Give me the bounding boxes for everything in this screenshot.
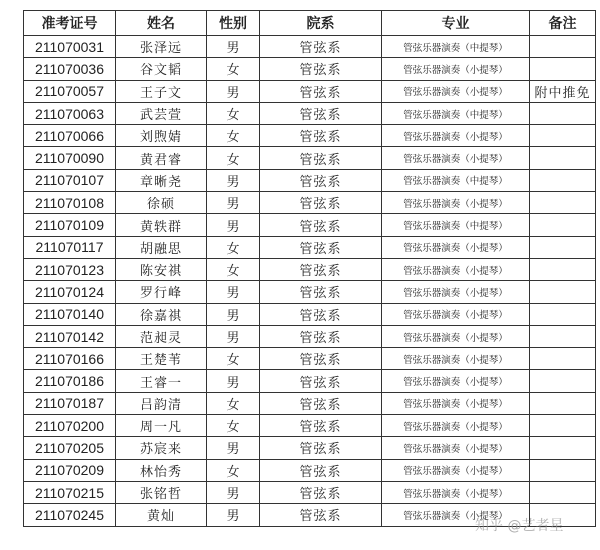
- cell-note: [530, 303, 596, 325]
- header-name: 姓名: [116, 11, 207, 36]
- cell-major: 管弦乐器演奏（小提琴）: [382, 58, 530, 80]
- cell-note: 附中推免: [530, 80, 596, 102]
- cell-major: 管弦乐器演奏（小提琴）: [382, 370, 530, 392]
- cell-note: [530, 36, 596, 58]
- cell-name: 苏宸来: [116, 437, 207, 459]
- cell-note: [530, 281, 596, 303]
- cell-department: 管弦系: [260, 147, 382, 169]
- cell-name: 刘煦婧: [116, 125, 207, 147]
- cell-department: 管弦系: [260, 459, 382, 481]
- cell-exam-id: 211070031: [24, 36, 116, 58]
- header-gender: 性别: [207, 11, 260, 36]
- header-note: 备注: [530, 11, 596, 36]
- cell-gender: 女: [207, 459, 260, 481]
- table-row: [24, 325, 596, 347]
- cell-note: [530, 236, 596, 258]
- table-row: [24, 36, 596, 58]
- cell-exam-id: 211070117: [24, 236, 116, 258]
- cell-gender: 女: [207, 236, 260, 258]
- cell-name: 黄君睿: [116, 147, 207, 169]
- table-row: [24, 192, 596, 214]
- cell-major: 管弦乐器演奏（小提琴）: [382, 459, 530, 481]
- cell-exam-id: 211070200: [24, 415, 116, 437]
- cell-note: [530, 325, 596, 347]
- header-dept: 院系: [260, 11, 382, 36]
- cell-gender: 男: [207, 504, 260, 526]
- cell-gender: 女: [207, 125, 260, 147]
- cell-name: 徐硕: [116, 192, 207, 214]
- cell-exam-id: 211070245: [24, 504, 116, 526]
- cell-major: 管弦乐器演奏（中提琴）: [382, 169, 530, 191]
- cell-exam-id: 211070107: [24, 169, 116, 191]
- cell-department: 管弦系: [260, 348, 382, 370]
- cell-department: 管弦系: [260, 303, 382, 325]
- cell-exam-id: 211070057: [24, 80, 116, 102]
- cell-exam-id: 211070124: [24, 281, 116, 303]
- cell-name: 武芸萱: [116, 102, 207, 124]
- cell-name: 罗行峰: [116, 281, 207, 303]
- cell-gender: 男: [207, 80, 260, 102]
- cell-name: 张铭哲: [116, 481, 207, 503]
- cell-major: 管弦乐器演奏（小提琴）: [382, 281, 530, 303]
- cell-name: 周一凡: [116, 415, 207, 437]
- cell-note: [530, 192, 596, 214]
- table-row: [24, 392, 596, 414]
- cell-note: [530, 58, 596, 80]
- cell-note: [530, 125, 596, 147]
- cell-department: 管弦系: [260, 392, 382, 414]
- cell-major: 管弦乐器演奏（小提琴）: [382, 303, 530, 325]
- cell-gender: 女: [207, 258, 260, 280]
- table-row: [24, 80, 596, 102]
- cell-department: 管弦系: [260, 80, 382, 102]
- cell-name: 章晰尧: [116, 169, 207, 191]
- cell-note: [530, 102, 596, 124]
- cell-department: 管弦系: [260, 325, 382, 347]
- cell-note: [530, 481, 596, 503]
- cell-gender: 男: [207, 303, 260, 325]
- cell-exam-id: 211070166: [24, 348, 116, 370]
- table-row: [24, 437, 596, 459]
- cell-department: 管弦系: [260, 58, 382, 80]
- cell-gender: 男: [207, 169, 260, 191]
- cell-name: 吕韵清: [116, 392, 207, 414]
- table-row: [24, 169, 596, 191]
- cell-major: 管弦乐器演奏（小提琴）: [382, 147, 530, 169]
- cell-name: 王睿一: [116, 370, 207, 392]
- table-row: [24, 348, 596, 370]
- header-row: [24, 11, 596, 36]
- cell-exam-id: 211070063: [24, 102, 116, 124]
- cell-name: 黄灿: [116, 504, 207, 526]
- cell-major: 管弦乐器演奏（小提琴）: [382, 481, 530, 503]
- table-row: [24, 214, 596, 236]
- cell-note: [530, 214, 596, 236]
- cell-note: [530, 437, 596, 459]
- cell-major: 管弦乐器演奏（小提琴）: [382, 348, 530, 370]
- cell-exam-id: 211070187: [24, 392, 116, 414]
- table-row: [24, 459, 596, 481]
- table-row: [24, 281, 596, 303]
- cell-department: 管弦系: [260, 169, 382, 191]
- cell-gender: 男: [207, 370, 260, 392]
- cell-major: 管弦乐器演奏（小提琴）: [382, 437, 530, 459]
- table-row: [24, 102, 596, 124]
- table-row: [24, 303, 596, 325]
- cell-major: 管弦乐器演奏（小提琴）: [382, 504, 530, 526]
- cell-department: 管弦系: [260, 125, 382, 147]
- cell-name: 黄轶群: [116, 214, 207, 236]
- cell-major: 管弦乐器演奏（小提琴）: [382, 125, 530, 147]
- cell-note: [530, 370, 596, 392]
- cell-major: 管弦乐器演奏（中提琴）: [382, 102, 530, 124]
- cell-major: 管弦乐器演奏（中提琴）: [382, 36, 530, 58]
- cell-exam-id: 211070205: [24, 437, 116, 459]
- cell-name: 陈安祺: [116, 258, 207, 280]
- table-row: [24, 236, 596, 258]
- header-major: 专业: [382, 11, 530, 36]
- cell-name: 张泽远: [116, 36, 207, 58]
- table-row: [24, 58, 596, 80]
- cell-exam-id: 211070140: [24, 303, 116, 325]
- cell-gender: 女: [207, 415, 260, 437]
- cell-gender: 男: [207, 192, 260, 214]
- cell-exam-id: 211070215: [24, 481, 116, 503]
- cell-note: [530, 147, 596, 169]
- cell-name: 林怡秀: [116, 459, 207, 481]
- cell-exam-id: 211070123: [24, 258, 116, 280]
- cell-name: 徐嘉祺: [116, 303, 207, 325]
- cell-exam-id: 211070036: [24, 58, 116, 80]
- table-body: [24, 36, 596, 527]
- cell-note: [530, 415, 596, 437]
- cell-note: [530, 459, 596, 481]
- cell-department: 管弦系: [260, 437, 382, 459]
- cell-name: 胡融思: [116, 236, 207, 258]
- table-header: [24, 11, 596, 36]
- cell-exam-id: 211070109: [24, 214, 116, 236]
- table-row: [24, 415, 596, 437]
- cell-department: 管弦系: [260, 281, 382, 303]
- cell-note: [530, 348, 596, 370]
- table-row: [24, 147, 596, 169]
- cell-exam-id: 211070142: [24, 325, 116, 347]
- cell-department: 管弦系: [260, 36, 382, 58]
- cell-gender: 男: [207, 325, 260, 347]
- cell-department: 管弦系: [260, 415, 382, 437]
- cell-gender: 女: [207, 58, 260, 80]
- cell-major: 管弦乐器演奏（小提琴）: [382, 236, 530, 258]
- cell-name: 王子文: [116, 80, 207, 102]
- cell-major: 管弦乐器演奏（小提琴）: [382, 325, 530, 347]
- cell-gender: 男: [207, 437, 260, 459]
- cell-gender: 女: [207, 102, 260, 124]
- cell-gender: 男: [207, 214, 260, 236]
- table-row: [24, 258, 596, 280]
- cell-exam-id: 211070186: [24, 370, 116, 392]
- cell-exam-id: 211070108: [24, 192, 116, 214]
- cell-major: 管弦乐器演奏（小提琴）: [382, 258, 530, 280]
- cell-name: 谷文韬: [116, 58, 207, 80]
- cell-note: [530, 169, 596, 191]
- cell-department: 管弦系: [260, 236, 382, 258]
- cell-gender: 男: [207, 36, 260, 58]
- cell-gender: 女: [207, 348, 260, 370]
- cell-name: 范昶灵: [116, 325, 207, 347]
- table-row: [24, 481, 596, 503]
- cell-note: [530, 258, 596, 280]
- cell-major: 管弦乐器演奏（小提琴）: [382, 192, 530, 214]
- cell-major: 管弦乐器演奏（小提琴）: [382, 392, 530, 414]
- cell-department: 管弦系: [260, 102, 382, 124]
- cell-department: 管弦系: [260, 214, 382, 236]
- admission-roster-table: [23, 10, 596, 527]
- watermark: 知乎 @艺者星: [475, 518, 564, 534]
- cell-department: 管弦系: [260, 258, 382, 280]
- header-id: 准考证号: [24, 11, 116, 36]
- table-row: [24, 125, 596, 147]
- cell-gender: 女: [207, 147, 260, 169]
- cell-department: 管弦系: [260, 192, 382, 214]
- cell-note: [530, 392, 596, 414]
- cell-department: 管弦系: [260, 370, 382, 392]
- cell-department: 管弦系: [260, 504, 382, 526]
- cell-major: 管弦乐器演奏（小提琴）: [382, 415, 530, 437]
- table-row: [24, 370, 596, 392]
- cell-gender: 男: [207, 481, 260, 503]
- cell-gender: 女: [207, 392, 260, 414]
- cell-gender: 男: [207, 281, 260, 303]
- cell-exam-id: 211070066: [24, 125, 116, 147]
- cell-department: 管弦系: [260, 481, 382, 503]
- cell-name: 王楚苇: [116, 348, 207, 370]
- cell-exam-id: 211070209: [24, 459, 116, 481]
- cell-major: 管弦乐器演奏（小提琴）: [382, 80, 530, 102]
- cell-exam-id: 211070090: [24, 147, 116, 169]
- cell-major: 管弦乐器演奏（中提琴）: [382, 214, 530, 236]
